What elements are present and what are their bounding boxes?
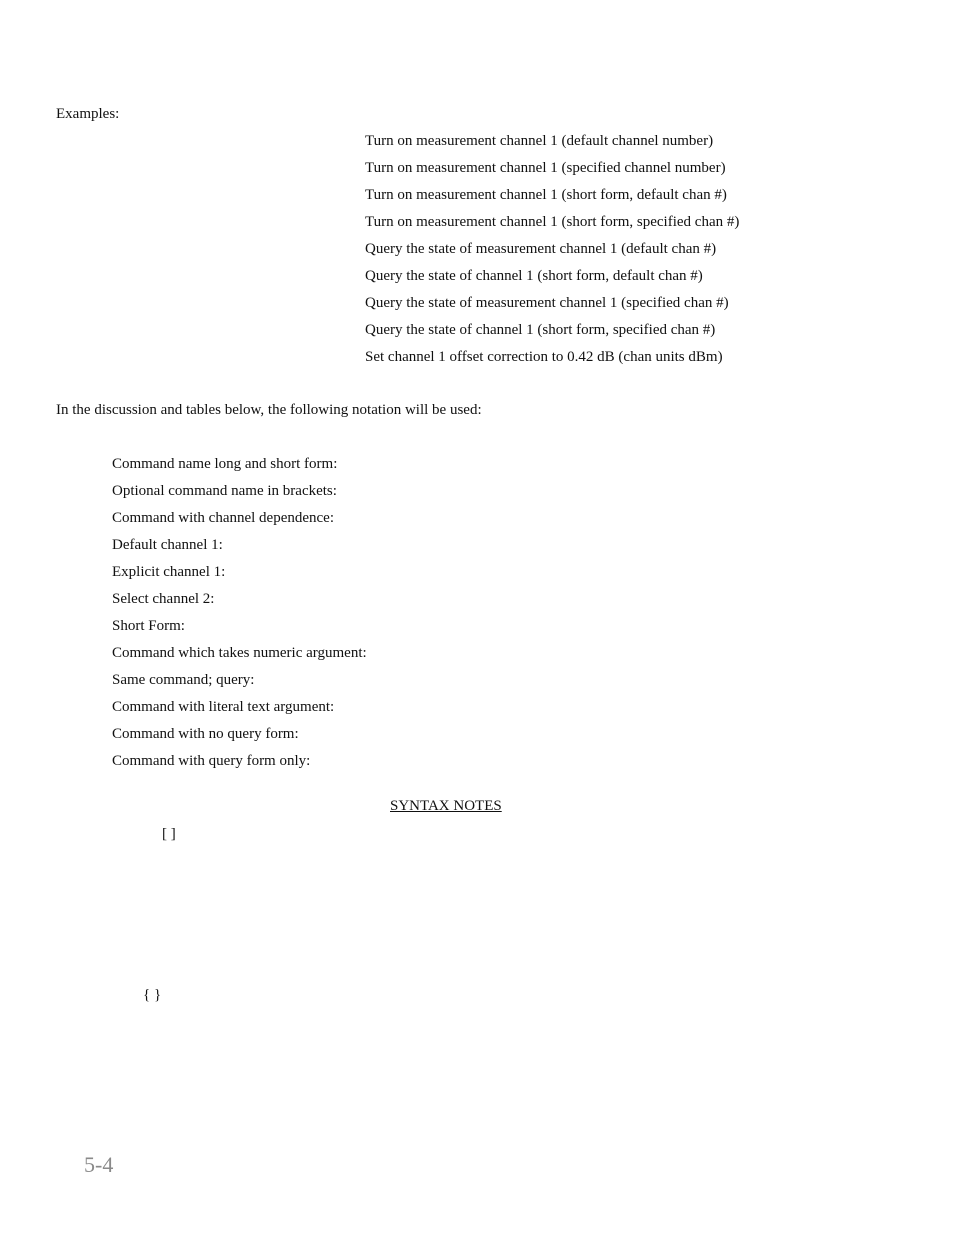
braces-symbol: { } [143,987,162,1003]
examples-heading: Examples: [56,106,120,122]
brackets-symbol: [ ] [162,826,176,842]
notation-item: Same command; query: [112,672,255,688]
notation-item: Explicit channel 1: [112,564,226,580]
notation-intro: In the discussion and tables below, the following notation will be used: [56,402,482,418]
example-line: Turn on measurement channel 1 (short form, specified chan #) [365,214,740,230]
notation-item: Command which takes numeric argument: [112,645,367,661]
notation-item: Command with literal text argument: [112,699,335,715]
notation-item: Default channel 1: [112,537,223,553]
notation-list [112,455,367,779]
notation-item: Command with channel dependence: [112,510,335,526]
example-line: Turn on measurement channel 1 (default channel number) [365,133,714,149]
notation-item: Command with query form only: [112,753,311,769]
syntax-notes-title: SYNTAX NOTES [390,798,502,814]
example-line: Query the state of channel 1 (short form, default chan #) [365,268,703,284]
example-line: Turn on measurement channel 1 (short form, default chan #) [365,187,727,203]
example-line: Turn on measurement channel 1 (specified channel number) [365,160,726,176]
examples-list [365,132,739,375]
notation-item: Command with no query form: [112,726,299,742]
example-line: Set channel 1 offset correction to 0.42 dB (chan units dBm) [365,349,723,365]
page-number: 5-4 [84,1152,114,1177]
notation-item: Optional command name in brackets: [112,483,337,499]
notation-item: Select channel 2: [112,591,215,607]
example-line: Query the state of measurement channel 1 (default chan #) [365,241,717,257]
example-line: Query the state of channel 1 (short form, specified chan #) [365,322,716,338]
notation-item: Short Form: [112,618,185,634]
notation-item: Command name long and short form: [112,456,338,472]
example-line: Query the state of measurement channel 1 (specified chan #) [365,295,729,311]
